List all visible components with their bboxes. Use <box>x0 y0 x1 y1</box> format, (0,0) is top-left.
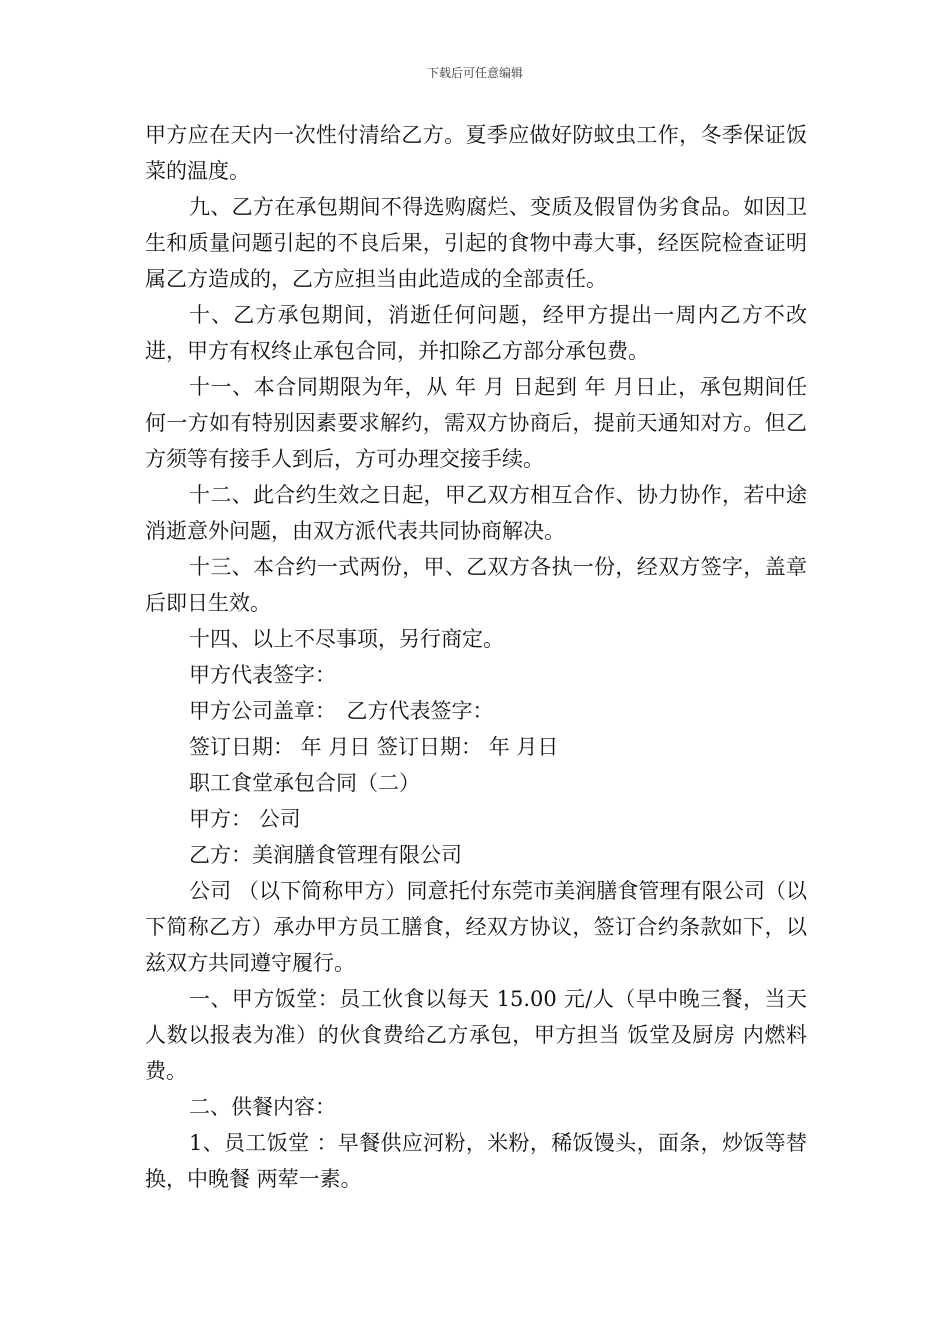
paragraph-clause-2-heading: 二、供餐内容： <box>189 1095 336 1119</box>
signature-seal-party-b: 甲方公司盖章： 乙方代表签字： <box>189 699 494 723</box>
contract-two-title: 职工食堂承包合同（二） <box>189 771 420 795</box>
paragraph-clause-9: 九、乙方在承包期间不得选购腐烂、变质及假冒伪劣食品。如因卫生和质量问题引起的不良后果，引起的食物中毒大事，经医院检查证明属乙方造成的，乙方应担当由此造成的全部责任。 <box>145 195 807 291</box>
paragraph-payment: 甲方应在天内一次性付清给乙方。夏季应做好防蚊虫工作，冬季保证饭菜的温度。 <box>145 123 807 183</box>
paragraph-intro: 公司 （以下简称甲方）同意托付东莞市美润膳食管理有限公司（以下简称乙方）承办甲方员工膳食，经双方协议，签订合约条款如下，以兹双方共同遵守履行。 <box>145 879 807 975</box>
page-header-note: 下载后可任意编辑 <box>426 66 523 80</box>
paragraph-clause-11: 十一、本合同期限为年，从 年 月 日起到 年 月日止，承包期间任何一方如有特别因素要求解约，需双方协商后，提前天通知对方。但乙方须等有接手人到后，方可办理交接手续。 <box>145 375 807 471</box>
paragraph-clause-14: 十四、以上不尽事项，另行商定。 <box>189 627 504 651</box>
party-b-line: 乙方：美润膳食管理有限公司 <box>189 843 462 867</box>
paragraph-clause-13: 十三、本合约一式两份，甲、乙双方各执一份，经双方签字，盖章后即日生效。 <box>145 555 807 615</box>
party-a-line: 甲方： 公司 <box>189 807 301 831</box>
paragraph-clause-2-1: 1、员工饭堂 ：早餐供应河粉，米粉，稀饭馒头，面条，炒饭等替换，中晚餐 两荤一素。 <box>145 1131 807 1191</box>
signing-dates: 签订日期： 年 月日 签订日期： 年 月日 <box>189 735 559 759</box>
signature-party-a: 甲方代表签字： <box>189 663 336 687</box>
document-body <box>145 117 807 1197</box>
paragraph-clause-1: 一、甲方饭堂：员工伙食以每天 15.00 元/人（早中晚三餐，当天人数以报表为准）的伙食费给乙方承包，甲方担当 饭堂及厨房 内燃料费。 <box>145 987 807 1083</box>
paragraph-clause-12: 十二、此合约生效之日起，甲乙双方相互合作、协力协作，若中途消逝意外问题，由双方派代表共同协商解决。 <box>145 483 807 543</box>
paragraph-clause-10: 十、乙方承包期间，消逝任何问题，经甲方提出一周内乙方不改进，甲方有权终止承包合同，并扣除乙方部分承包费。 <box>145 303 807 363</box>
